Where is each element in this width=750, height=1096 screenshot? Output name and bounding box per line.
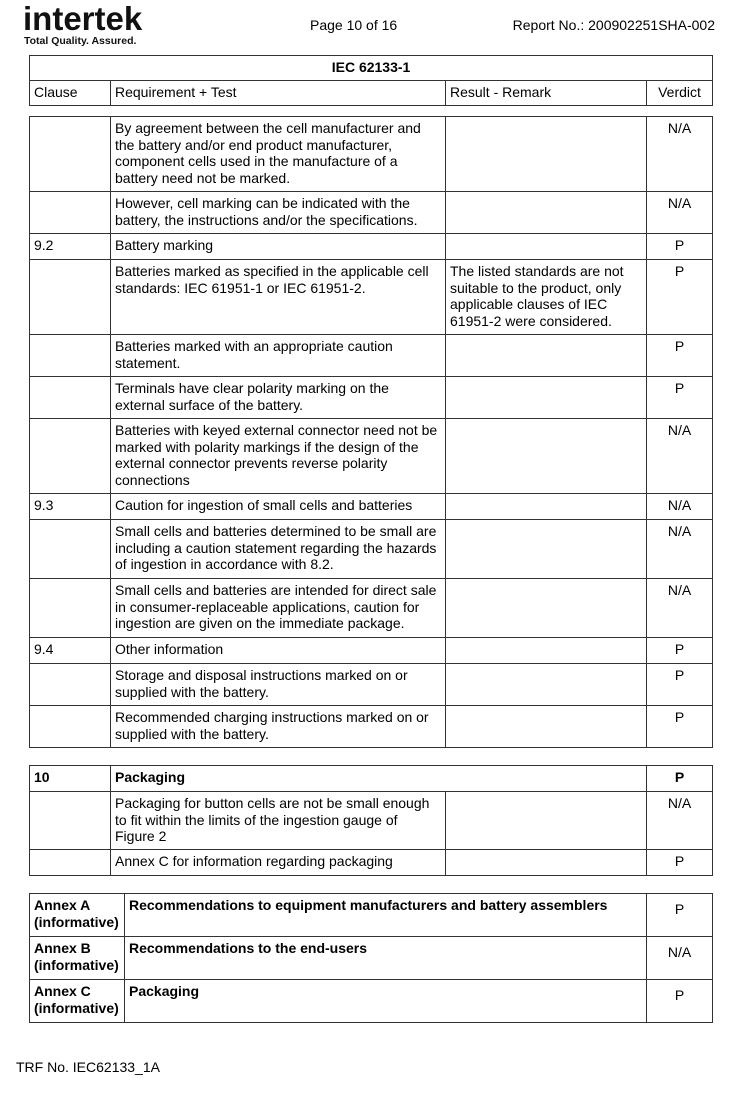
col-header-requirement: Requirement + Test: [111, 81, 446, 106]
verdict-cell: N/A: [647, 494, 713, 520]
verdict-cell: P: [647, 980, 713, 1023]
clause-cell: [30, 792, 111, 850]
requirement-cell: However, cell marking can be indicated with the battery, the instructions and/or the specifications.: [111, 192, 446, 234]
table-row: [30, 260, 713, 335]
annex-label: Annex C: [34, 983, 91, 999]
remark-cell: [446, 520, 647, 579]
verdict-cell: N/A: [647, 937, 713, 980]
clause-cell: 10: [30, 766, 111, 792]
table-row: [30, 894, 713, 937]
annex-label: Annex A: [34, 897, 91, 913]
table-header: [29, 55, 713, 106]
remark-cell: [446, 850, 647, 876]
table-row: [30, 377, 713, 419]
clause-cell: 9.2: [30, 234, 111, 260]
clause-cell: [30, 706, 111, 748]
verdict-cell: P: [647, 234, 713, 260]
table-row: [30, 664, 713, 706]
annex-title: Recommendations to the end-users: [125, 937, 647, 980]
verdict-cell: N/A: [647, 520, 713, 579]
requirement-cell: Storage and disposal instructions marked on or supplied with the battery.: [111, 664, 446, 706]
requirement-cell: Annex C for information regarding packaging: [111, 850, 446, 876]
annex-sub: (informative): [34, 913, 119, 930]
verdict-cell: P: [647, 706, 713, 748]
annex-label-cell: [30, 980, 125, 1023]
requirement-cell: Batteries marked with an appropriate caution statement.: [111, 335, 446, 377]
col-header-verdict: Verdict: [647, 81, 713, 106]
table-row: [30, 335, 713, 377]
table-row: [30, 494, 713, 520]
clause-cell: [30, 419, 111, 494]
table-row: [30, 419, 713, 494]
table-row: [30, 850, 713, 876]
verdict-cell: P: [647, 894, 713, 937]
clause-cell: [30, 260, 111, 335]
table-row: [30, 234, 713, 260]
remark-cell: [446, 664, 647, 706]
requirement-cell: Recommended charging instructions marked on or supplied with the battery.: [111, 706, 446, 748]
section-title: Packaging: [111, 766, 647, 792]
annex-sub: (informative): [34, 956, 119, 973]
clause-cell: [30, 664, 111, 706]
remark-cell: [446, 234, 647, 260]
verdict-cell: N/A: [647, 192, 713, 234]
remark-cell: [446, 335, 647, 377]
table-row: [30, 706, 713, 748]
requirement-cell: Other information: [111, 638, 446, 664]
annex-title: Packaging: [125, 980, 647, 1023]
verdict-cell: P: [647, 335, 713, 377]
intertek-logo: [23, 2, 142, 47]
clause-cell: [30, 335, 111, 377]
requirement-cell: Terminals have clear polarity marking on the external surface of the battery.: [111, 377, 446, 419]
annex-label-cell: [30, 937, 125, 980]
annex-label: Annex B: [34, 940, 91, 956]
clause-table: [29, 116, 713, 748]
report-number: Report No.: 200902251SHA-002: [512, 17, 715, 33]
requirement-cell: By agreement between the cell manufacturer and the battery and/or end product manufacturer, component cells used in the manufacture of a battery need not be marked.: [111, 117, 446, 192]
logo-wordmark: intertek: [23, 0, 143, 37]
remark-cell: The listed standards are not suitable to the product, only applicable clauses of IEC 61951-2 were considered.: [446, 260, 647, 335]
clause-cell: [30, 192, 111, 234]
table-row: [30, 638, 713, 664]
table-row: [30, 980, 713, 1023]
verdict-cell: P: [647, 766, 713, 792]
table-row: [30, 937, 713, 980]
table-row: [30, 766, 713, 792]
requirement-cell: Caution for ingestion of small cells and batteries: [111, 494, 446, 520]
requirement-cell: Small cells and batteries are intended for direct sale in consumer-replaceable applications, caution for ingestion are given on the immediate package.: [111, 579, 446, 638]
footer-trf-number: TRF No. IEC62133_1A: [16, 1059, 160, 1075]
clause-cell: [30, 377, 111, 419]
verdict-cell: N/A: [647, 579, 713, 638]
remark-cell: [446, 377, 647, 419]
table-row: [30, 520, 713, 579]
col-header-clause: Clause: [30, 81, 111, 106]
annex-table: [29, 893, 713, 1023]
table-row: [30, 792, 713, 850]
table-row: [30, 192, 713, 234]
annex-sub: (informative): [34, 999, 119, 1016]
requirement-cell: Packaging for button cells are not be small enough to fit within the limits of the ingestion gauge of Figure 2: [111, 792, 446, 850]
logo-tagline: Total Quality. Assured.: [24, 35, 137, 47]
verdict-cell: P: [647, 664, 713, 706]
page-number: Page 10 of 16: [310, 17, 398, 33]
clause-cell: [30, 579, 111, 638]
table-row: [30, 117, 713, 192]
verdict-cell: N/A: [647, 792, 713, 850]
verdict-cell: P: [647, 850, 713, 876]
standard-title: IEC 62133-1: [30, 56, 713, 81]
remark-cell: [446, 638, 647, 664]
annex-label-cell: [30, 894, 125, 937]
remark-cell: [446, 494, 647, 520]
verdict-cell: N/A: [647, 117, 713, 192]
clause-cell: 9.4: [30, 638, 111, 664]
verdict-cell: P: [647, 260, 713, 335]
verdict-cell: N/A: [647, 419, 713, 494]
verdict-cell: P: [647, 638, 713, 664]
requirement-cell: Battery marking: [111, 234, 446, 260]
verdict-cell: P: [647, 377, 713, 419]
remark-cell: [446, 419, 647, 494]
clause-cell: [30, 850, 111, 876]
remark-cell: [446, 792, 647, 850]
packaging-table: [29, 765, 713, 876]
remark-cell: [446, 117, 647, 192]
clause-cell: [30, 117, 111, 192]
requirement-cell: Small cells and batteries determined to be small are including a caution statement regarding the hazards of ingestion in accordance with 8.2.: [111, 520, 446, 579]
annex-title: Recommendations to equipment manufacturers and battery assemblers: [125, 894, 647, 937]
requirement-cell: Batteries with keyed external connector need not be marked with polarity markings if the design of the external connector prevents reverse polarity connections: [111, 419, 446, 494]
remark-cell: [446, 192, 647, 234]
clause-cell: [30, 520, 111, 579]
remark-cell: [446, 706, 647, 748]
clause-cell: 9.3: [30, 494, 111, 520]
table-row: [30, 579, 713, 638]
requirement-cell: Batteries marked as specified in the applicable cell standards: IEC 61951-1 or IEC 61951-2.: [111, 260, 446, 335]
col-header-remark: Result - Remark: [446, 81, 647, 106]
remark-cell: [446, 579, 647, 638]
